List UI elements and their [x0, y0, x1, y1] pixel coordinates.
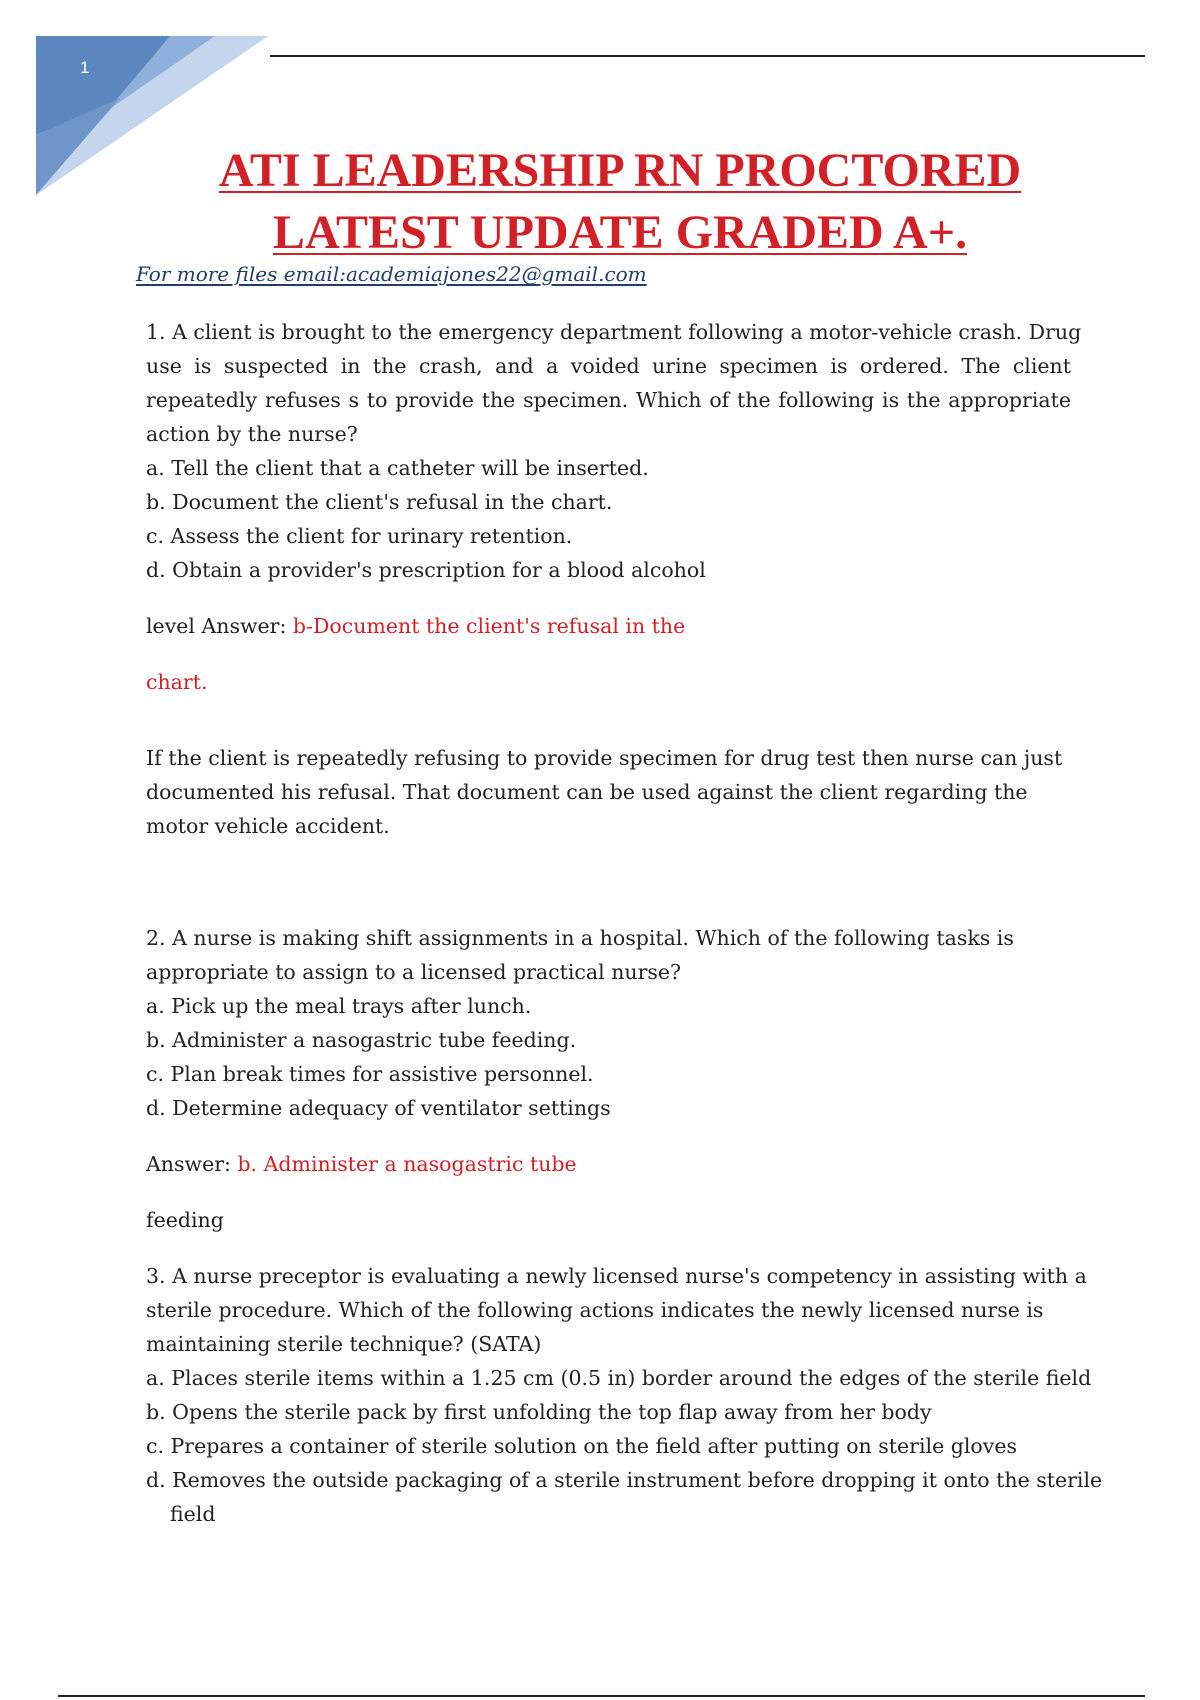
title-line-1: ATI LEADERSHIP RN PROCTORED: [218, 144, 1022, 197]
page-number: 1: [80, 58, 90, 77]
question-2: [146, 921, 1071, 1237]
header-rule: [270, 55, 1145, 57]
question-1: [146, 315, 1082, 843]
answer-line: [146, 1147, 1071, 1181]
question-stem-line: sterile procedure. Which of the following actions indicates the newly licensed nurse is: [146, 1298, 1044, 1322]
question-stem-line: use is suspected in the crash, and a voided urine specimen is ordered. The client: [146, 354, 1071, 378]
option-d: d. Determine adequacy of ventilator settings: [146, 1096, 611, 1120]
option-d: d. Removes the outside packaging of a sterile instrument before dropping it onto the sterile: [146, 1468, 1103, 1492]
answer-text: b-Document the client's refusal in the: [292, 614, 686, 638]
rationale-line: documented his refusal. That document can be used against the client regarding the: [146, 780, 1028, 804]
question-stem-line: maintaining sterile technique? (SATA): [146, 1332, 542, 1356]
option-a: a. Places sterile items within a 1.25 cm (0.5 in) border around the edges of the sterile field: [146, 1366, 1092, 1390]
option-a: a. Pick up the meal trays after lunch.: [146, 994, 532, 1018]
option-d: d. Obtain a provider's prescription for a blood alcohol: [146, 558, 706, 582]
question-stem-line: appropriate to assign to a licensed practical nurse?: [146, 960, 682, 984]
option-b: b. Administer a nasogastric tube feeding.: [146, 1028, 577, 1052]
option-b: b. Document the client's refusal in the chart.: [146, 490, 613, 514]
option-c: c. Assess the client for urinary retention.: [146, 524, 573, 548]
question-stem-line: 3. A nurse preceptor is evaluating a newly licensed nurse's competency in assisting with a: [146, 1264, 1087, 1288]
option-a: a. Tell the client that a catheter will be inserted.: [146, 456, 649, 480]
document-body: [146, 315, 1103, 1531]
option-b: b. Opens the sterile pack by first unfolding the top flap away from her body: [146, 1400, 932, 1424]
answer-prefix: level Answer:: [146, 614, 293, 638]
option-d-continuation: field: [170, 1502, 216, 1526]
rationale-line: If the client is repeatedly refusing to provide specimen for drug test then nurse can just: [146, 746, 1063, 770]
option-c: c. Prepares a container of sterile solution on the field after putting on sterile gloves: [146, 1434, 1017, 1458]
answer-continuation: chart.: [146, 670, 208, 694]
question-stem-line: action by the nurse?: [146, 422, 358, 446]
answer-continuation: feeding: [146, 1208, 224, 1232]
footer-rule: [58, 1695, 1145, 1697]
answer-prefix: Answer:: [146, 1152, 238, 1176]
answer-line: [146, 609, 1071, 643]
title-line-2: LATEST UPDATE GRADED A+.: [272, 206, 968, 259]
rationale-line: motor vehicle accident.: [146, 814, 390, 838]
question-3: [146, 1259, 1103, 1531]
document-title: [150, 140, 1090, 264]
question-stem-line: repeatedly refuses s to provide the specimen. Which of the following is the appropriate: [146, 388, 1071, 412]
answer-text: b. Administer a nasogastric tube: [237, 1152, 577, 1176]
option-c: c. Plan break times for assistive personnel.: [146, 1062, 594, 1086]
question-stem-line: 1. A client is brought to the emergency department following a motor-vehicle crash. Drug: [146, 320, 1082, 344]
question-stem-line: 2. A nurse is making shift assignments in a hospital. Which of the following tasks is: [146, 926, 1014, 950]
contact-email: For more files email:academiajones22@gmail.com: [136, 262, 647, 286]
